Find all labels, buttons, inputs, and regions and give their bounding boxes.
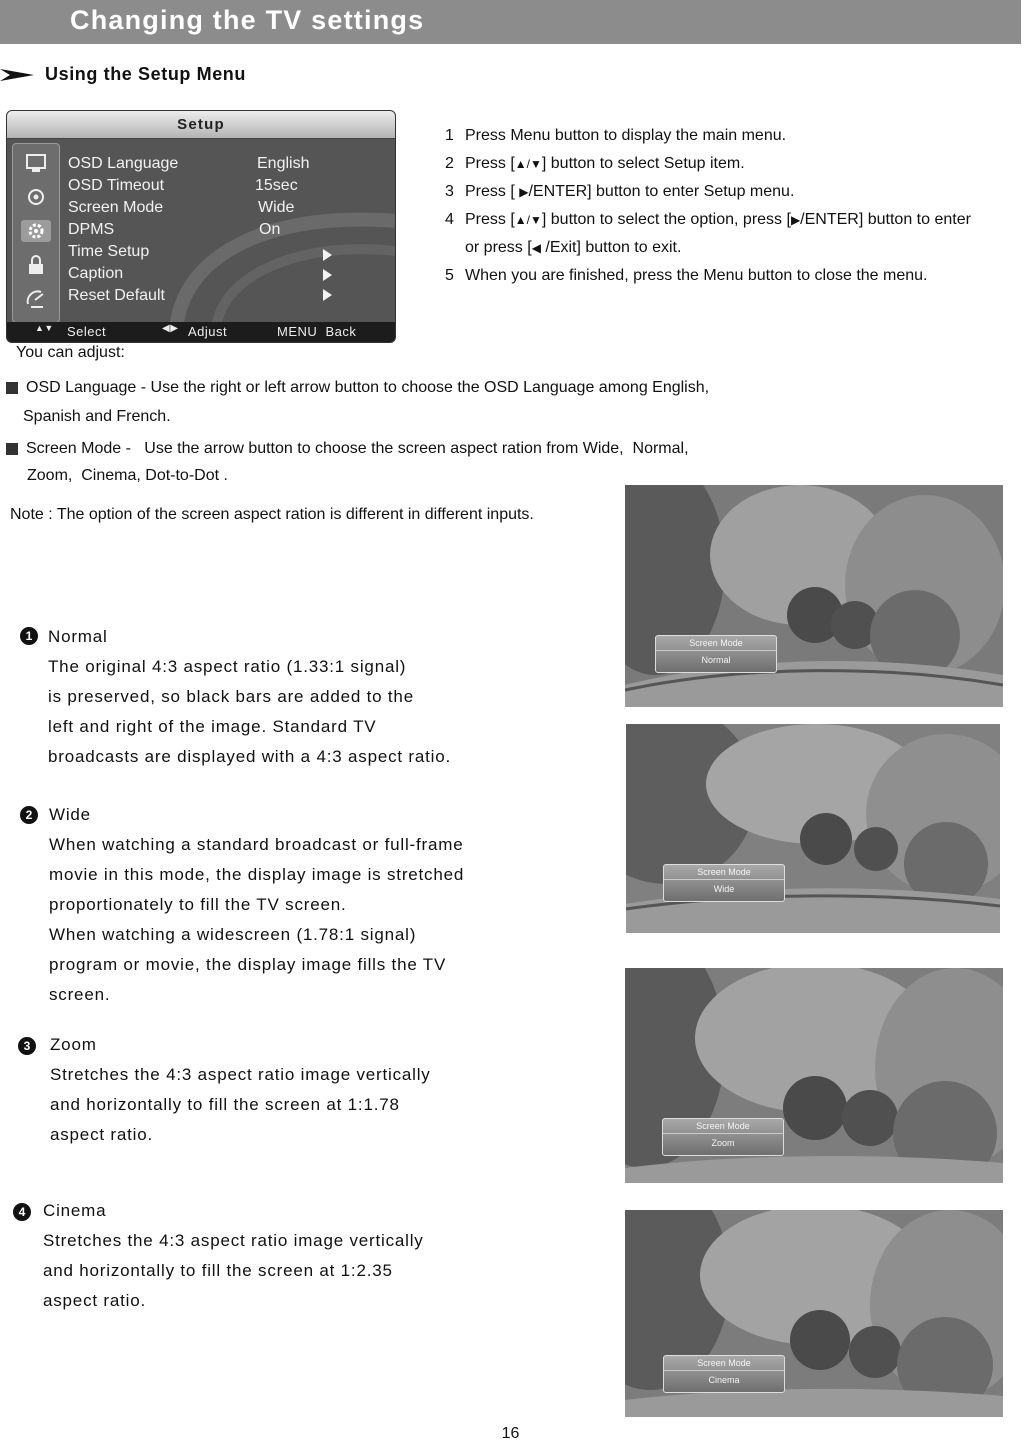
step-text: When you are finished, press the Menu button to close the menu. [465, 267, 928, 284]
submenu-arrow-icon [323, 289, 332, 301]
step-number: 5 [445, 267, 454, 284]
right-arrow-icon: ▶ [790, 213, 801, 227]
step-number: 3 [445, 183, 454, 200]
up-down-arrows-icon: ▲/▼ [514, 157, 542, 171]
bullet-screen-mode: Screen Mode - Use the arrow button to choose the screen aspect ration from Wide, Normal, [26, 440, 689, 457]
right-arrow-icon: ▶ [519, 185, 529, 199]
osd-screen-mode-cinema: Screen Mode Cinema [663, 1355, 785, 1393]
left-right-arrows-icon: ◀▶ [162, 323, 179, 334]
adjust-intro: You can adjust: [16, 344, 125, 361]
bullet-icon [6, 443, 18, 455]
screenshot-zoom [625, 968, 1003, 1183]
mode-description-wide: When watching a standard broadcast or full-frame movie in this mode, the display image is stretched proportionately to fill the TV screen. When watching a widescreen (1.78:1 signal) program or movie, the display image fills the TV screen. [49, 835, 465, 1004]
bullet-osd-language: OSD Language - Use the right or left arrow button to choose the OSD Language among English, [26, 379, 710, 396]
step-number: 1 [445, 127, 454, 144]
bullet-screen-mode-cont: Zoom, Cinema, Dot-to-Dot . [27, 467, 228, 484]
mode-title-cinema: Cinema [43, 1201, 107, 1220]
menu-item-reset-default[interactable]: Reset Default [68, 287, 165, 304]
osd-screen-mode-zoom: Screen Mode Zoom [662, 1118, 784, 1156]
menu-item-dpms[interactable]: DPMS [68, 221, 115, 238]
mode-description-normal: The original 4:3 aspect ratio (1.33:1 signal) is preserved, so black bars are added to the left and right of the image. Standard TV broadcasts are displayed with a 4:3 aspect ratio. [48, 657, 452, 766]
osd-screen-mode-wide: Screen Mode Wide [663, 864, 785, 902]
number-3-icon: 3 [18, 1037, 36, 1055]
mode-title-zoom: Zoom [50, 1035, 97, 1054]
menu-value-osd-timeout: 15sec [255, 177, 298, 194]
step-text: Press Menu button to display the main menu. [465, 127, 787, 144]
screenshot-wide [626, 724, 1000, 933]
footer-back: MENU Back [277, 324, 357, 339]
footer-adjust: Adjust [188, 324, 228, 339]
mode-description-zoom: Stretches the 4:3 aspect ratio image vertically and horizontally to fill the screen at 1:1.78 aspect ratio. [50, 1065, 431, 1144]
menu-value-screen-mode: Wide [258, 199, 295, 216]
osd-screen-mode-normal: Screen Mode Normal [655, 635, 777, 673]
screenshot-cinema [625, 1210, 1003, 1417]
footer-select: Select [67, 324, 107, 339]
tv-icon[interactable] [21, 152, 51, 174]
screenshot-normal [625, 485, 1003, 707]
step-text: Press [ ▶/ENTER] button to enter Setup menu. [465, 183, 795, 200]
setup-menu [6, 110, 396, 343]
step-text: Press [▲/▼] button to select Setup item. [465, 155, 745, 172]
step-number: 4 [445, 211, 454, 228]
bullet-icon [6, 382, 18, 394]
page-number: 16 [501, 1425, 520, 1442]
number-2-icon: 2 [20, 806, 38, 824]
menu-item-time-setup[interactable]: Time Setup [68, 243, 150, 260]
menu-category-bar [12, 143, 60, 323]
bullet-osd-language-cont: Spanish and French. [23, 408, 171, 425]
menu-item-osd-language[interactable]: OSD Language [68, 155, 179, 172]
lock-icon[interactable] [21, 254, 51, 276]
menu-value-osd-language: English [257, 155, 310, 172]
section-title: Using the Setup Menu [45, 64, 246, 84]
step-number: 2 [445, 155, 454, 172]
menu-title: Setup [177, 116, 225, 133]
number-1-icon: 1 [20, 627, 38, 645]
audio-icon[interactable] [21, 186, 51, 208]
mode-title-normal: Normal [48, 627, 108, 646]
page-title: Changing the TV settings [70, 5, 425, 35]
menu-footer [7, 322, 395, 342]
number-4-icon: 4 [13, 1203, 31, 1221]
submenu-arrow-icon [323, 269, 332, 281]
note: Note : The option of the screen aspect ration is different in different inputs. [10, 506, 534, 523]
left-arrow-icon: ◀ [531, 241, 541, 255]
arrow-icon [0, 64, 34, 86]
up-down-arrows-icon: ▲▼ [35, 323, 54, 333]
step-text: Press [▲/▼] button to select the option, press [▶/ENTER] button to enter [465, 211, 971, 228]
menu-item-screen-mode[interactable]: Screen Mode [68, 199, 164, 216]
menu-item-caption[interactable]: Caption [68, 265, 124, 282]
step-text: or press [◀ /Exit] button to exit. [465, 239, 682, 256]
menu-value-dpms: On [259, 221, 281, 238]
mode-description-cinema: Stretches the 4:3 aspect ratio image vertically and horizontally to fill the screen at 1:2.35 aspect ratio. [43, 1231, 424, 1310]
submenu-arrow-icon [323, 249, 332, 261]
mode-title-wide: Wide [49, 805, 91, 824]
setup-icon[interactable] [21, 220, 51, 242]
up-down-arrows-icon: ▲/▼ [514, 213, 542, 227]
menu-item-osd-timeout[interactable]: OSD Timeout [68, 177, 165, 194]
satellite-icon[interactable] [21, 288, 51, 310]
